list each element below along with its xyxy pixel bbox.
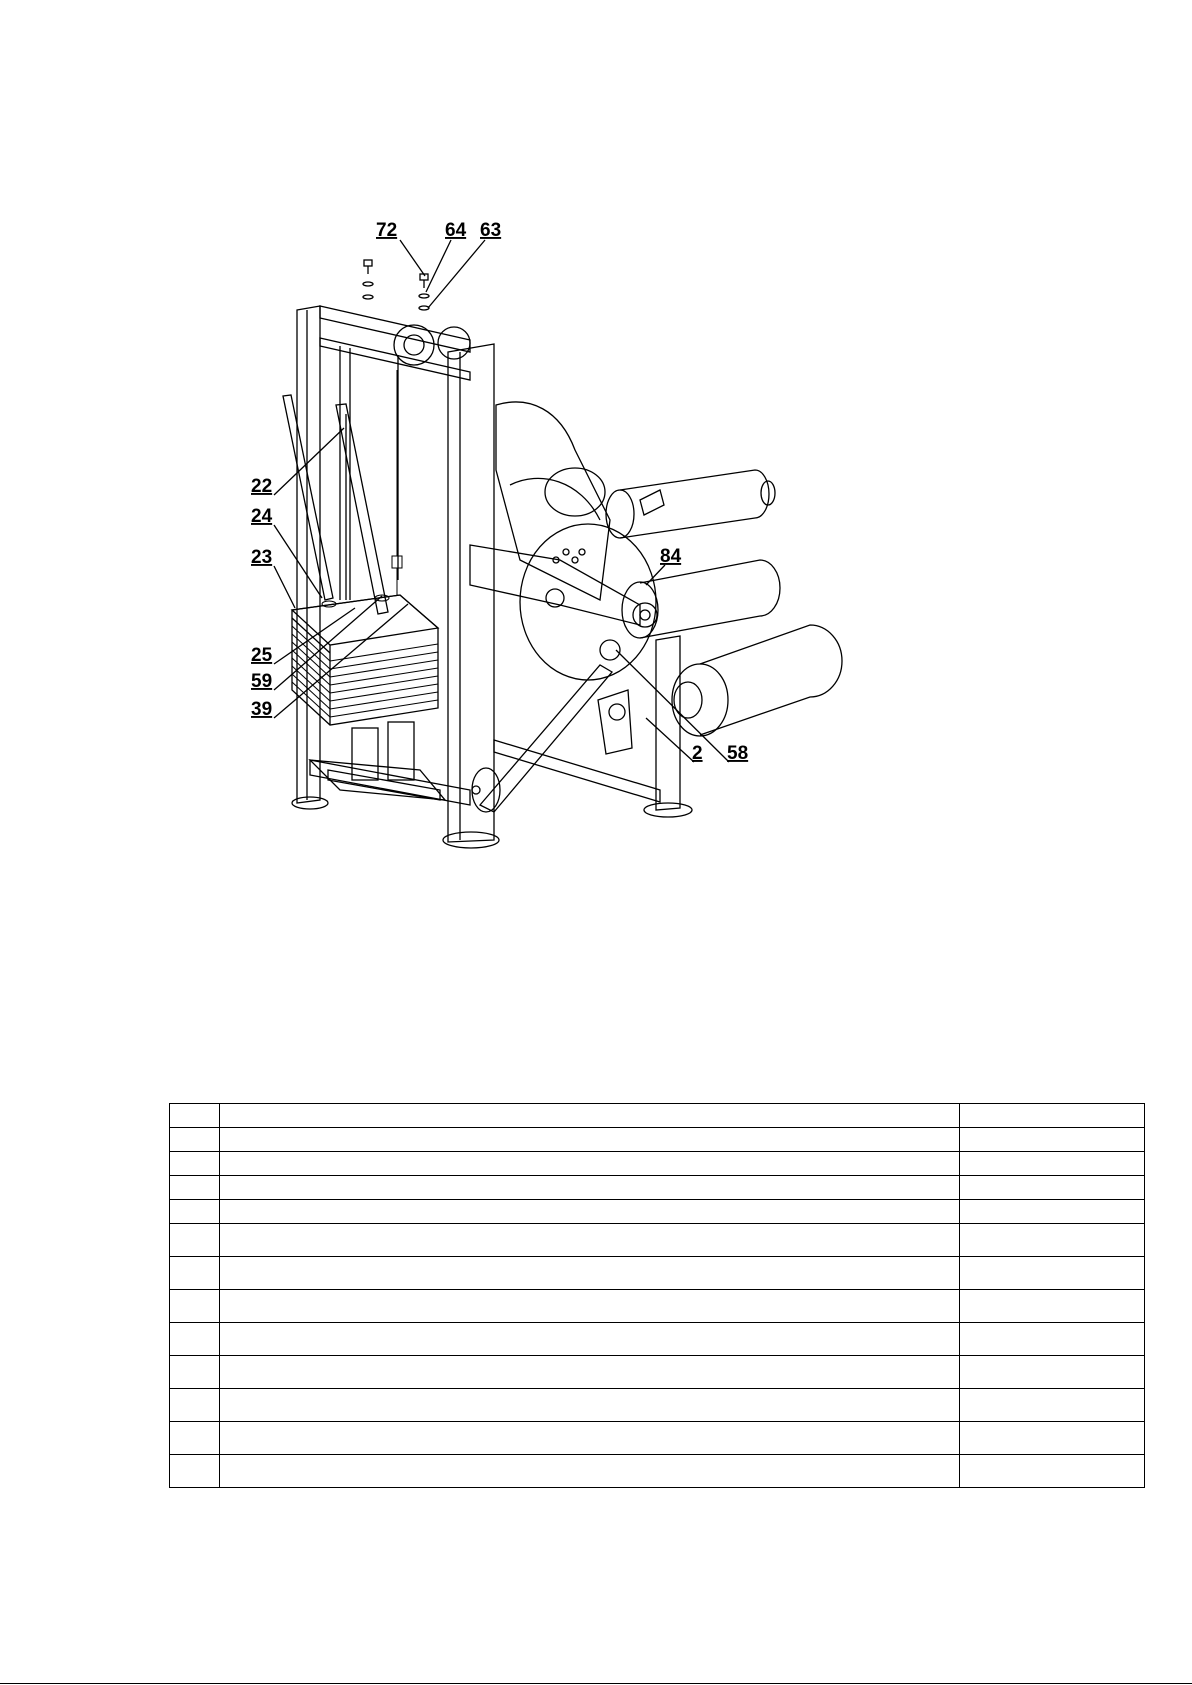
part-desc-cell xyxy=(220,1290,960,1323)
part-qty-cell xyxy=(960,1455,1145,1488)
part-qty-cell xyxy=(960,1224,1145,1257)
callout-59: 59 xyxy=(251,671,273,692)
table-row xyxy=(170,1176,1145,1200)
part-no-cell xyxy=(170,1455,220,1488)
part-no-cell xyxy=(170,1200,220,1224)
callout-22: 22 xyxy=(251,476,273,497)
part-desc-cell xyxy=(220,1176,960,1200)
footer-rule xyxy=(0,1683,1192,1684)
parts-table xyxy=(169,1103,1145,1488)
part-no-cell xyxy=(170,1152,220,1176)
weight-stack xyxy=(292,595,438,725)
table-row xyxy=(170,1128,1145,1152)
table-row xyxy=(170,1200,1145,1224)
front-upright xyxy=(443,344,499,848)
lever-arm xyxy=(470,545,657,627)
part-no-cell xyxy=(170,1257,220,1290)
table-row xyxy=(170,1356,1145,1389)
base-frame xyxy=(472,665,660,812)
part-no-cell xyxy=(170,1224,220,1257)
part-desc-cell xyxy=(220,1422,960,1455)
part-no-cell xyxy=(170,1128,220,1152)
callout-25: 25 xyxy=(251,645,273,666)
callout-24: 24 xyxy=(251,506,273,527)
table-row xyxy=(170,1152,1145,1176)
table-row xyxy=(170,1323,1145,1356)
part-no-cell xyxy=(170,1104,220,1128)
part-desc-cell xyxy=(220,1128,960,1152)
part-no-cell xyxy=(170,1290,220,1323)
part-desc-cell xyxy=(220,1224,960,1257)
part-qty-cell xyxy=(960,1257,1145,1290)
part-desc-cell xyxy=(220,1323,960,1356)
table-row xyxy=(170,1257,1145,1290)
part-qty-cell xyxy=(960,1422,1145,1455)
part-desc-cell xyxy=(220,1200,960,1224)
part-qty-cell xyxy=(960,1290,1145,1323)
callout-2: 2 xyxy=(692,743,703,764)
part-desc-cell xyxy=(220,1104,960,1128)
part-desc-cell xyxy=(220,1257,960,1290)
part-desc-cell xyxy=(220,1356,960,1389)
callout-39: 39 xyxy=(251,699,273,720)
callout-64: 64 xyxy=(445,220,467,241)
roller-pads xyxy=(545,468,842,736)
part-qty-cell xyxy=(960,1128,1145,1152)
callout-72: 72 xyxy=(376,220,398,241)
part-qty-cell xyxy=(960,1356,1145,1389)
callout-63: 63 xyxy=(480,220,502,241)
seat-back xyxy=(496,402,610,600)
part-desc-cell xyxy=(220,1389,960,1422)
table-row xyxy=(170,1224,1145,1257)
callout-23: 23 xyxy=(251,547,273,568)
guide-rods xyxy=(283,395,388,614)
leader-lines xyxy=(274,240,729,762)
part-qty-cell xyxy=(960,1176,1145,1200)
callout-58: 58 xyxy=(727,743,749,764)
part-qty-cell xyxy=(960,1104,1145,1128)
table-row xyxy=(170,1104,1145,1128)
part-no-cell xyxy=(170,1389,220,1422)
part-desc-cell xyxy=(220,1455,960,1488)
part-qty-cell xyxy=(960,1152,1145,1176)
part-no-cell xyxy=(170,1176,220,1200)
part-no-cell xyxy=(170,1323,220,1356)
table-row xyxy=(170,1455,1145,1488)
part-no-cell xyxy=(170,1422,220,1455)
rear-right-upright xyxy=(644,636,692,817)
stack-base xyxy=(310,722,470,805)
table-row xyxy=(170,1389,1145,1422)
part-no-cell xyxy=(170,1356,220,1389)
part-qty-cell xyxy=(960,1200,1145,1224)
part-qty-cell xyxy=(960,1389,1145,1422)
part-desc-cell xyxy=(220,1152,960,1176)
table-row xyxy=(170,1290,1145,1323)
table-row xyxy=(170,1422,1145,1455)
part-qty-cell xyxy=(960,1323,1145,1356)
rear-upright xyxy=(292,306,328,809)
callout-84: 84 xyxy=(660,546,682,567)
